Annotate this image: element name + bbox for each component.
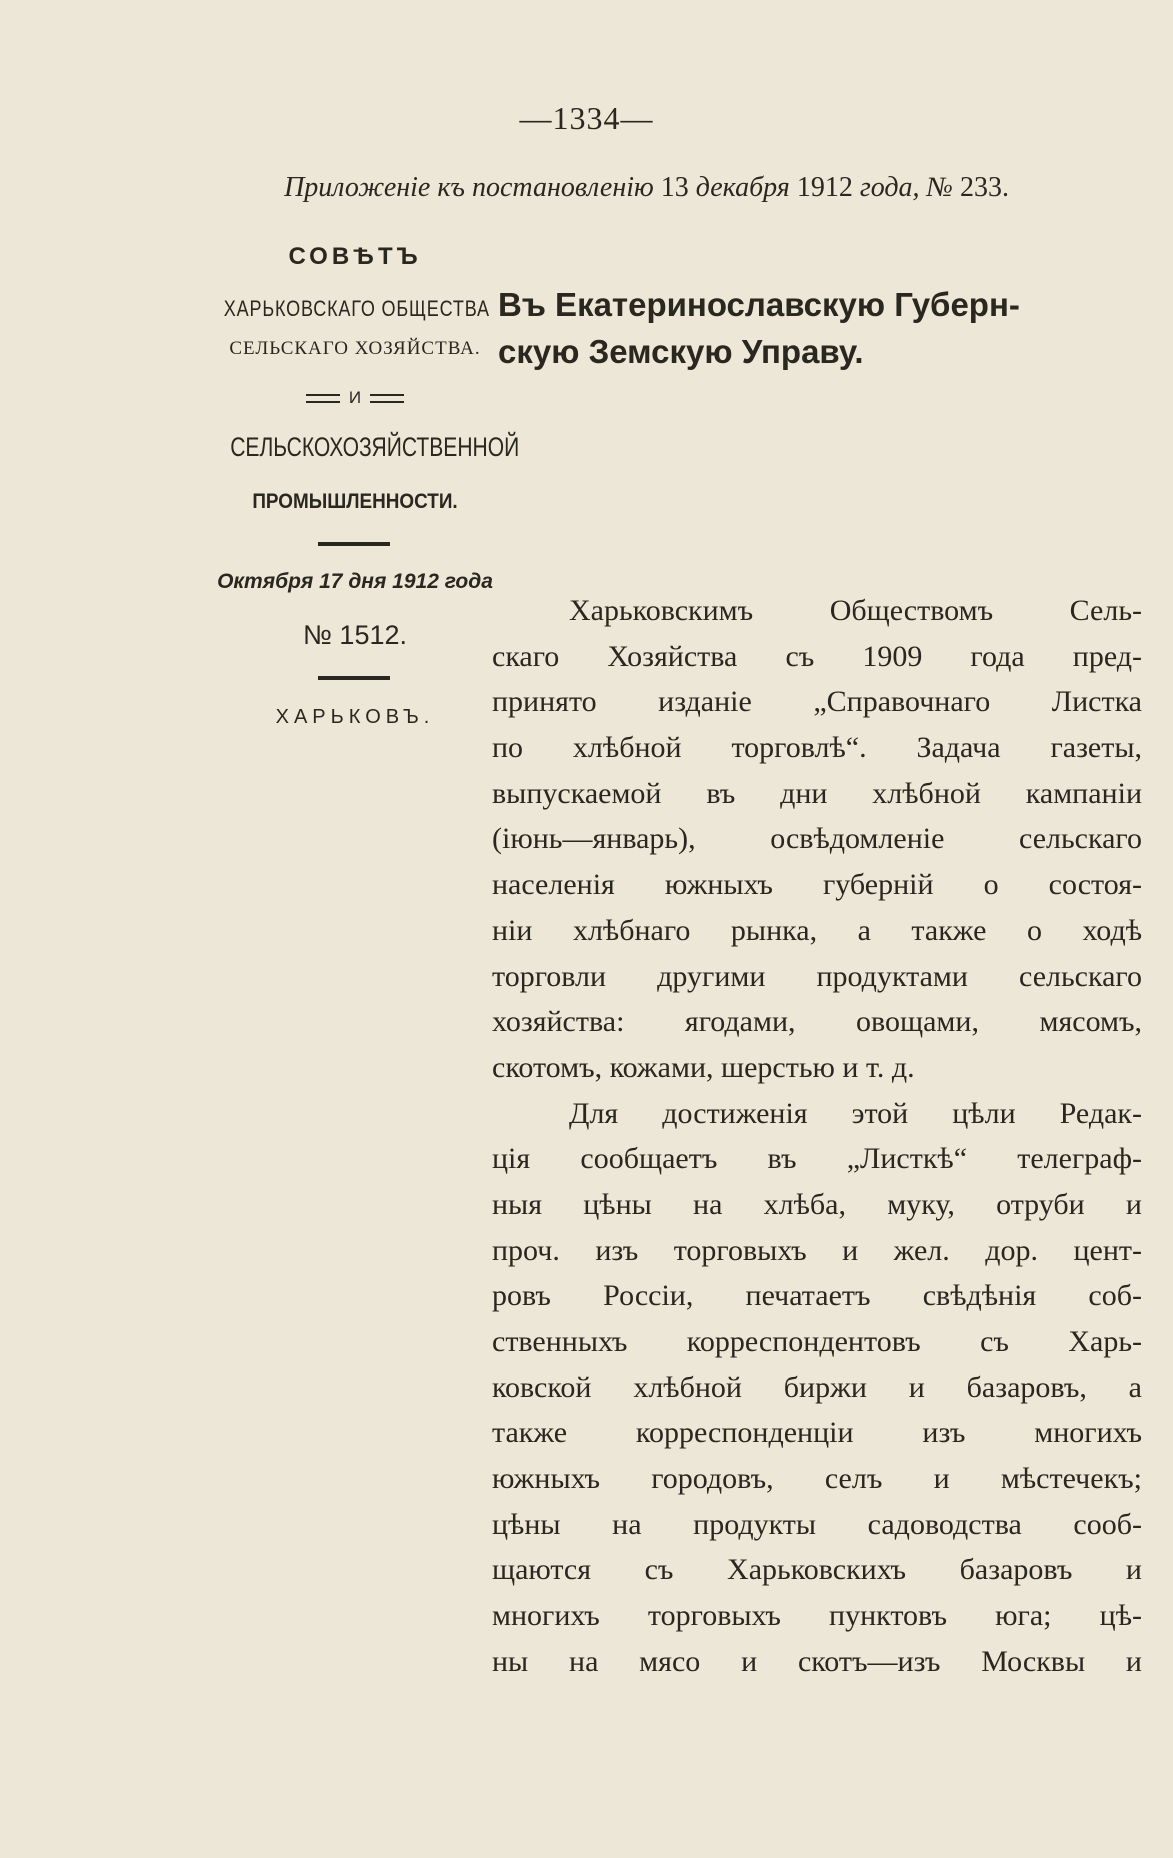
body-line: по хлѣбной торговлѣ“. Задача газеты, [492,731,1142,765]
letterhead-society: ХАРЬКОВСКАГО ОБЩЕСТВА [223,296,490,321]
double-rule-right [370,394,404,403]
addressee-line: скую Земскую Управу. [498,332,864,370]
body-line: щаются съ Харьковскихъ базаровъ и [492,1553,1142,1587]
body-line: ственныхъ корреспондентовъ съ Харь- [492,1325,1142,1358]
addressee-line: Въ Екатеринославскую Губерн- [498,286,1020,323]
appendix-month: декабря [695,172,790,203]
letter-city: ХАРЬКОВЪ. [275,706,435,728]
body-line: также корреспонденцiи изъ многихъ [492,1416,1142,1450]
appendix-number-sign: № [926,172,953,203]
letterhead-divider [318,542,390,546]
body-line: ковской хлѣбной биржи и базаровъ, а [492,1370,1142,1404]
letterhead-agricultural: СЕЛЬСКОХОЗЯЙСТВЕННОЙ [230,432,520,462]
letterhead-and: И [348,388,362,407]
letter-body [492,588,1142,1685]
body-line: Для достиженiя этой цѣли Редак- [569,1096,1142,1130]
body-line: населенiя южныхъ губернiй о состоя- [492,868,1142,902]
appendix-number: 233. [959,172,1009,203]
letterhead-divider [318,676,390,680]
addressee [498,282,1020,376]
body-line: цѣны на продукты садоводства сооб- [492,1507,1142,1541]
letterhead-conjunction [195,388,515,408]
letter-date: Октября 17 дня 1912 года [217,570,493,593]
letterhead-industry: ПРОМЫШЛЕННОСТИ. [252,490,458,513]
body-line: проч. изъ торговыхъ и жел. дор. цент- [492,1233,1142,1267]
page-number: —1334— [519,100,654,136]
letterhead-council: СОВѢТЪ [288,243,422,270]
body-line: скотомъ, кожами, шерстью и т. д. [492,1050,915,1084]
double-rule-left [306,394,340,403]
body-line: ровъ Россiи, печатаетъ свѣдѣнiя соб- [492,1279,1142,1313]
appendix-text: Приложенiе къ постановленiю [284,172,654,203]
body-line: торговли другими продуктами сельскаго [492,959,1142,993]
body-line: многихъ торговыхъ пунктовъ юга; цѣ- [492,1599,1142,1633]
appendix-day: 13 [660,172,689,203]
body-line: цiя сообщаетъ въ „Листкѣ“ телеграф- [492,1142,1142,1176]
appendix-year: 1912 [796,172,853,203]
body-line: ны на мясо и скотъ—изъ Москвы и [492,1644,1142,1678]
body-line: южныхъ городовъ, селъ и мѣстечекъ; [492,1462,1142,1496]
letterhead-agriculture: СЕЛЬСКАГО ХОЗЯЙСТВА. [229,338,481,359]
body-line: хозяйства: ягодами, овощами, мясомъ, [492,1005,1142,1039]
body-line: нiи хлѣбнаго рынка, а также о ходѣ [492,913,1142,947]
body-line: (iюнь—январь), освѣдомленiе сельскаго [492,822,1142,856]
body-line: ныя цѣны на хлѣба, муку, отруби и [492,1187,1142,1221]
appendix-year-word: года, [859,172,920,203]
appendix-heading [0,172,1173,204]
body-line: скаго Хозяйства съ 1909 года пред- [492,639,1142,673]
body-line: выпускаемой въ дни хлѣбной кампанiи [492,776,1142,810]
body-line: Харьковскимъ Обществомъ Сель- [569,594,1142,627]
body-line: принято изданiе „Справочнаго Листка [492,685,1142,719]
letter-number: № 1512. [302,620,408,650]
